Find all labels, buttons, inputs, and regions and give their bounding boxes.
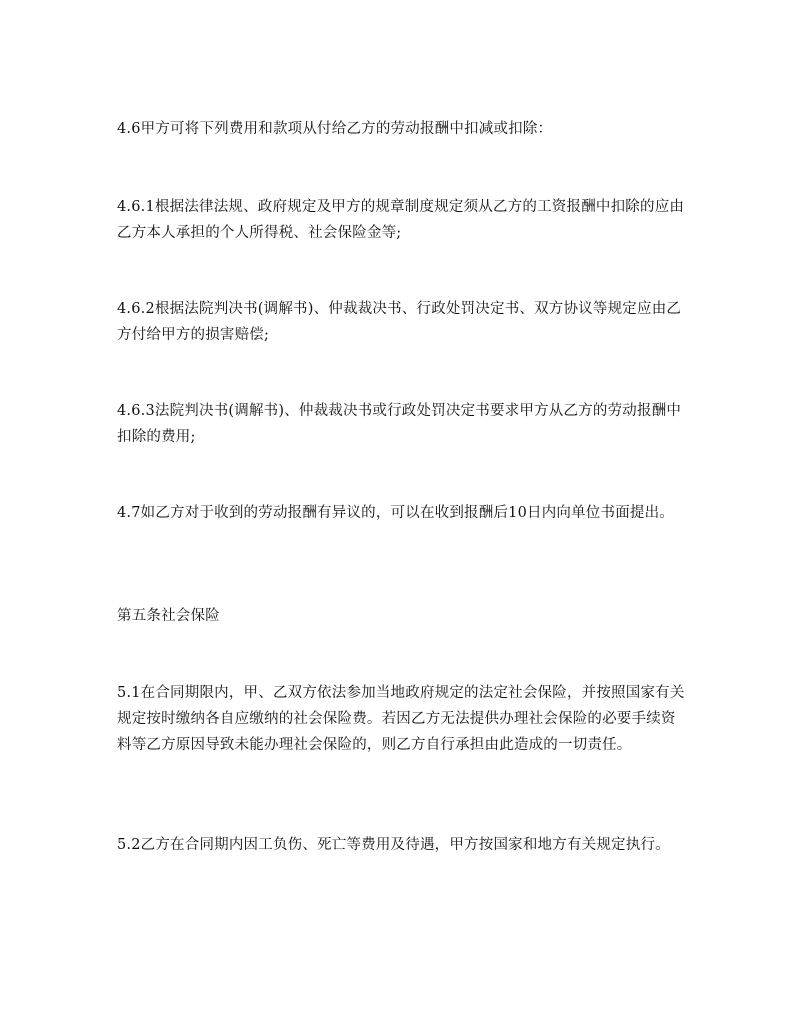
clause-4-6-2: 4.6.2根据法院判决书(调解书)、仲裁裁决书、行政处罚决定书、双方协议等规定应由乙方付给甲方的损害赔偿; bbox=[117, 301, 682, 343]
clause-5-2: 5.2乙方在合同期内因工负伤、死亡等费用及待遇，甲方按国家和地方有关规定执行。 bbox=[117, 837, 670, 853]
clause-5-1: 5.1在合同期限内，甲、乙双方依法参加当地政府规定的法定社会保险，并按照国家有关规定按时缴纳各自应缴纳的社会保险费。若因乙方无法提供办理社会保险的必要手续资料等乙方原因导致未能办理社会保险的，则乙方自行承担由此造成的一切责任。 bbox=[117, 685, 685, 753]
section-heading-5: 第五条社会保险 bbox=[117, 608, 220, 624]
clause-4-6-3: 4.6.3法院判决书(调解书)、仲裁裁决书或行政处罚决定书要求甲方从乙方的劳动报酬中扣除的费用; bbox=[117, 403, 682, 445]
clause-4-6-1: 4.6.1根据法律法规、政府规定及甲方的规章制度规定须从乙方的工资报酬中扣除的应由乙方本人承担的个人所得税、社会保险金等; bbox=[117, 199, 685, 241]
clause-4-6: 4.6甲方可将下列费用和款项从付给乙方的劳动报酬中扣减或扣除： bbox=[117, 121, 553, 137]
clause-4-7: 4.7如乙方对于收到的劳动报酬有异议的，可以在收到报酬后10日内向单位书面提出。 bbox=[117, 505, 675, 521]
